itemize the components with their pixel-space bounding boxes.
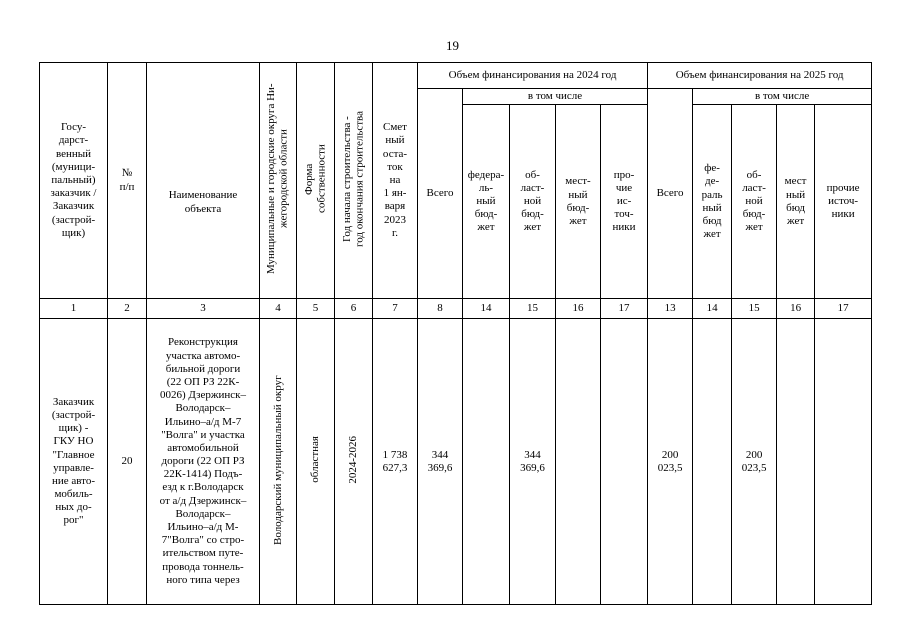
column-number: 15 — [510, 299, 556, 319]
column-number: 17 — [601, 299, 648, 319]
table-row — [40, 319, 872, 605]
column-number: 16 — [556, 299, 601, 319]
header-regional-2024: об- ласт- ной бюд- жет — [510, 105, 556, 299]
header-including-2024: в том числе — [463, 89, 648, 105]
balance-cell: 1 738 627,3 — [373, 319, 418, 605]
header-financing-2024: Объем финансирования на 2024 год — [418, 63, 648, 89]
column-number: 16 — [777, 299, 815, 319]
local-2024-cell — [556, 319, 601, 605]
other-2025-cell — [815, 319, 872, 605]
regional-2024-cell: 344 369,6 — [510, 319, 556, 605]
column-number: 15 — [732, 299, 777, 319]
header-number: № п/п — [108, 63, 147, 299]
header-other-2024: про- чие ис- точ- ники — [601, 105, 648, 299]
column-number: 5 — [297, 299, 335, 319]
column-number: 1 — [40, 299, 108, 319]
federal-2024-cell — [463, 319, 510, 605]
row-number-cell: 20 — [108, 319, 147, 605]
header-local-2025: мест ный бюд жет — [777, 105, 815, 299]
local-2025-cell — [777, 319, 815, 605]
header-financing-2025: Объем финансирования на 2025 год — [648, 63, 872, 89]
header-ownership: Форма собственности — [297, 63, 335, 299]
header-other-2025: прочие источ- ники — [815, 105, 872, 299]
header-municipality: Муниципальные и городские округа Ни- жегородской области — [260, 63, 297, 299]
object-name-cell: Реконструкция участка автомо- бильной дороги (22 ОП РЗ 22К- 0026) Дзержинск– Володарск– Ильино–а/д М-7 "Волга" и участка автомобильной дороги (22 ОП РЗ 22К-1414) Подъ- езд к г.Володарск от а/д Дзержинск– Володарск– Ильино–а/д М- 7"Волга" со стро- ительством путе- провода тоннель- ного типа через — [147, 319, 260, 605]
header-object-name: Наименование объекта — [147, 63, 260, 299]
other-2024-cell — [601, 319, 648, 605]
column-number: 13 — [648, 299, 693, 319]
header-local-2024: мест- ный бюд- жет — [556, 105, 601, 299]
header-total-2025: Всего — [648, 89, 693, 299]
column-number: 7 — [373, 299, 418, 319]
column-number: 4 — [260, 299, 297, 319]
total-2025-cell: 200 023,5 — [648, 319, 693, 605]
municipality-cell: Володарский муниципальный округ — [260, 319, 297, 605]
page-number: 19 — [446, 38, 459, 53]
total-2024-cell: 344 369,6 — [418, 319, 463, 605]
years-cell: 2024-2026 — [335, 319, 373, 605]
column-number: 8 — [418, 299, 463, 319]
financing-table — [39, 62, 872, 605]
header-balance: Смет ный оста- ток на 1 ян- варя 2023 г. — [373, 63, 418, 299]
header-customer: Госу- дарст- венный (муници- пальный) заказчик / Заказчик (застрой- щик) — [40, 63, 108, 299]
header-total-2024: Всего — [418, 89, 463, 299]
column-number: 2 — [108, 299, 147, 319]
customer-cell: Заказчик (застрой- щик) - ГКУ НО "Главное управле- ние авто- мобиль- ных до- рог" — [40, 319, 108, 605]
header-federal-2024: федера- ль- ный бюд- жет — [463, 105, 510, 299]
header-including-2025: в том числе — [693, 89, 872, 105]
column-number: 14 — [693, 299, 732, 319]
column-number-row — [40, 299, 872, 319]
header-years: Год начала строительства - год окончания строительства — [335, 63, 373, 299]
header-federal-2025: фе- де- раль ный бюд жет — [693, 105, 732, 299]
column-number: 3 — [147, 299, 260, 319]
ownership-cell: областная — [297, 319, 335, 605]
federal-2025-cell — [693, 319, 732, 605]
column-number: 14 — [463, 299, 510, 319]
header-regional-2025: об- ласт- ной бюд- жет — [732, 105, 777, 299]
column-number: 6 — [335, 299, 373, 319]
column-number: 17 — [815, 299, 872, 319]
regional-2025-cell: 200 023,5 — [732, 319, 777, 605]
